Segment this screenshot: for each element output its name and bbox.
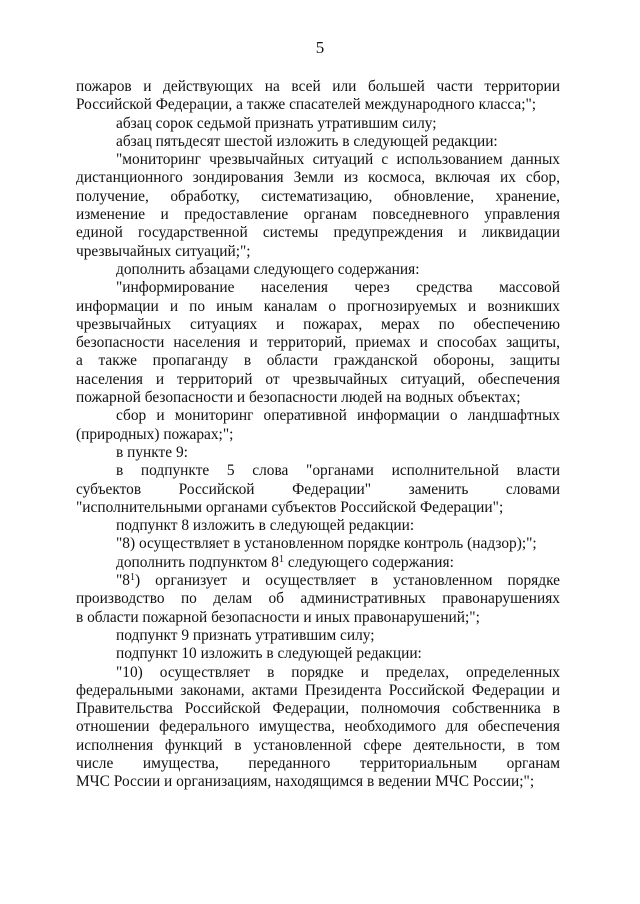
text-line: Российской Федерации, а также спасателей международного класса;";	[76, 96, 537, 114]
text-line: в области пожарной безопасности и иных правонарушений;";	[76, 608, 480, 626]
text-line: в подпункте 5 слова "органами исполнительной власти	[116, 462, 560, 480]
superscript: 1	[129, 572, 135, 584]
text-line: "8) осуществляет в установленном порядке контроль (надзор);";	[116, 535, 537, 553]
text-line: сбор и мониторинг оперативной информации о ландшафтных	[116, 407, 560, 425]
text-line: (природных) пожарах;";	[76, 425, 234, 443]
text-line: чрезвычайных ситуациях и пожарах, мерах по обеспечению	[76, 315, 560, 333]
text-line: исполнения функций в установленной сфере деятельности, в том	[76, 736, 560, 754]
document-body	[76, 78, 560, 792]
superscript: 1	[278, 553, 284, 565]
text-line: производство по делам об административных правонарушениях	[76, 590, 560, 608]
text-line: безопасности населения и территорий, приемах и способах защиты,	[76, 334, 560, 352]
text-line: "мониторинг чрезвычайных ситуаций с использованием данных	[116, 151, 560, 169]
text-line: дистанционного зондирования Земли из космоса, включая их сбор,	[76, 169, 560, 187]
text-line: Правительства Российской Федерации, полномочия собственника в	[76, 700, 560, 718]
text-line: дополнить абзацами следующего содержания:	[116, 260, 420, 278]
text-line: получение, обработку, систематизацию, обновление, хранение,	[76, 187, 560, 205]
text-line: абзац сорок седьмой признать утратившим силу;	[116, 114, 437, 132]
text-line: "исполнительными органами субъектов Российской Федерации";	[76, 498, 504, 516]
text-line: подпункт 10 изложить в следующей редакции:	[116, 645, 422, 663]
text-line: федеральными законами, актами Президента Российской Федерации и	[76, 681, 560, 699]
text-line: подпункт 8 изложить в следующей редакции:	[116, 517, 415, 535]
text-line: "10) осуществляет в порядке и пределах, определенных	[116, 663, 560, 681]
text-line: отношении федерального имущества, необходимого для обеспечения	[76, 718, 560, 736]
text-line: информации и по иным каналам о прогнозируемых и возникших	[76, 297, 560, 315]
text-line: населения и территорий от чрезвычайных ситуаций, обеспечения	[76, 370, 560, 388]
text-line: изменение и предоставление органам повседневного управления	[76, 206, 560, 224]
text-line: чрезвычайных ситуаций;";	[76, 242, 251, 260]
text-line: "$8^1$) организует и осуществляет в установленном порядке	[116, 572, 560, 590]
text-line: а также пропаганду в области гражданской обороны, защиты	[76, 352, 560, 370]
text-line: "информирование населения через средства массовой	[116, 279, 560, 297]
text-line: единой государственной системы предупреждения и ликвидации	[76, 224, 560, 242]
text-line: дополнить подпунктом $8^1$ следующего содержания:	[116, 553, 454, 571]
text-line: подпункт 9 признать утратившим силу;	[116, 626, 375, 644]
text-line: числе имущества, переданного территориальным органам	[76, 754, 560, 772]
page-number: 5	[315, 38, 325, 57]
text-line: субъектов Российской Федерации" заменить словами	[76, 480, 560, 498]
text-line: пожаров и действующих на всей или большей части территории	[76, 78, 560, 95]
text-line: МЧС России и организациям, находящимся в ведении МЧС России;";	[76, 773, 535, 791]
text-line: пожарной безопасности и безопасности людей на водных объектах;	[76, 389, 521, 407]
text-line: абзац пятьдесят шестой изложить в следующей редакции:	[116, 132, 498, 150]
text-line: в пункте 9:	[116, 443, 188, 461]
